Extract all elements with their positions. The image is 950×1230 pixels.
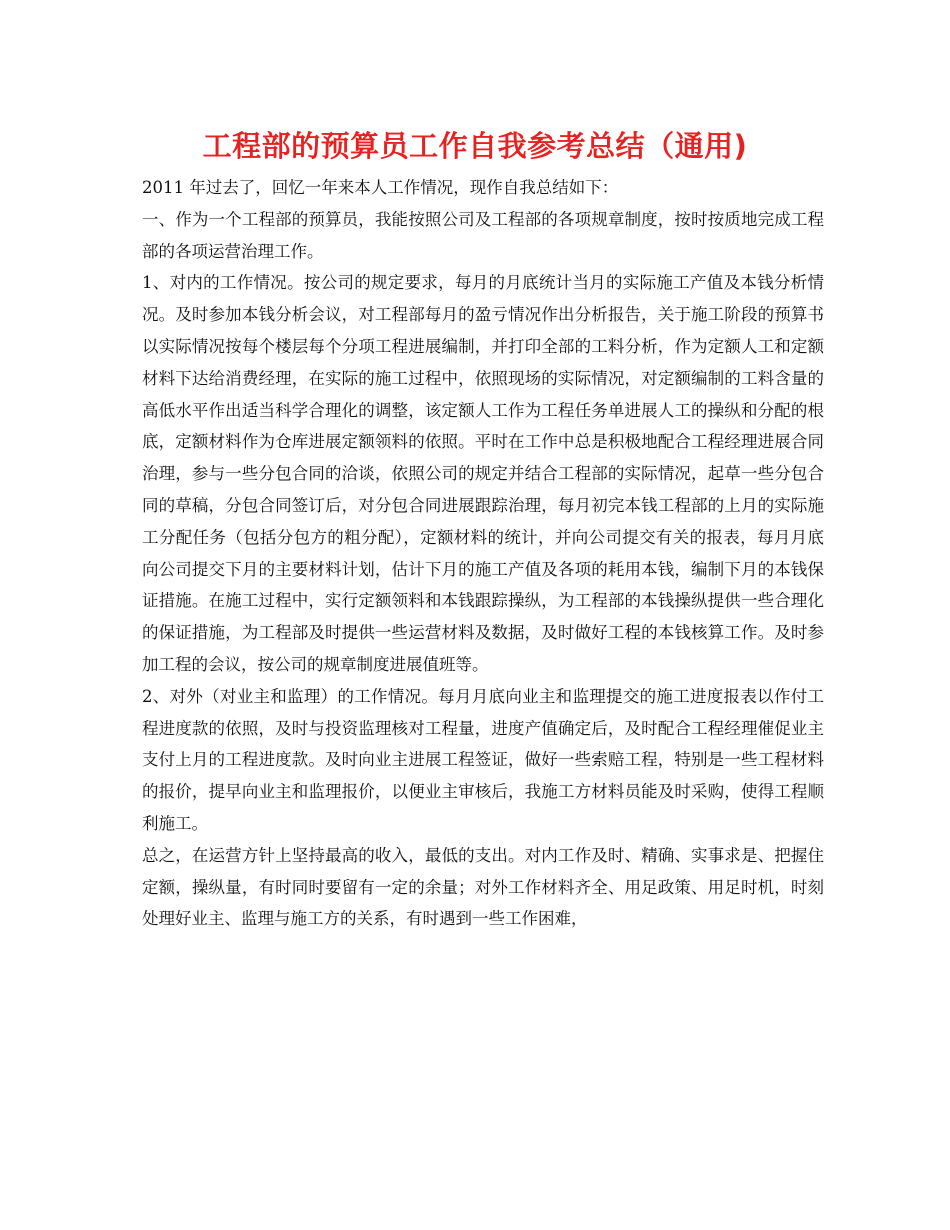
paragraph-summary: 总之，在运营方针上坚持最高的收入，最低的支出。对内工作及时、精确、实事求是、把握住定额，操纵量，有时同时要留有一定的余量；对外工作材料齐全、用足政策、用足时机，时刻处理好业主、监理与施工方的关系，有时遇到一些工作困难， — [142, 845, 824, 929]
paragraph-internal-work: 1、对内的工作情况。按公司的规定要求，每月的月底统计当月的实际施工产值及本钱分析情况。及时参加本钱分析会议，对工程部每月的盈亏情况作出分析报告，关于施工阶段的预算书以实际情况按每个楼层每个分项工程进展编制，并打印全部的工料分析，作为定额人工和定额材料下达给消费经理，在实际的施工过程中，依照现场的实际情况，对定额编制的工料含量的高低水平作出适当科学合理化的调整，该定额人工作为工程任务单进展人工的操纵和分配的根底，定额材料作为仓库进展定额领料的依照。平时在工作中总是积极地配合工程经理进展合同治理，参与一些分包合同的洽谈，依照公司的规定并结合工程部的实际情况，起草一些分包合同的草稿，分包合同签订后，对分包合同进展跟踪治理，每月初完本钱工程部的上月的实际施工分配任务（包括分包方的粗分配），定额材料的统计，并向公司提交有关的报表，每月月底向公司提交下月的主要材料计划，估计下月的施工产值及各项的耗用本钱，编制下月的本钱保证措施。在施工过程中，实行定额领料和本钱跟踪操纵，为工程部的本钱操纵提供一些合理化的保证措施，为工程部及时提供一些运营材料及数据，及时做好工程的本钱核算工作。及时参加工程的会议，按公司的规章制度进展值班等。 — [142, 273, 824, 674]
document-body — [142, 172, 824, 935]
paragraph-section-one: 一、作为一个工程部的预算员，我能按照公司及工程部的各项规章制度，按时按质地完成工程部的各项运营治理工作。 — [142, 209, 824, 261]
paragraph-intro: 2011 年过去了，回忆一年来本人工作情况，现作自我总结如下： — [142, 178, 619, 197]
paragraph-external-work: 2、对外（对业主和监理）的工作情况。每月月底向业主和监理提交的施工进度报表以作付工程进度款的依照，及时与投资监理核对工程量，进度产值确定后，及时配合工程经理催促业主支付上月的工程进度款。及时向业主进展工程签证，做好一些索赔工程，特别是一些工程材料的报价，提早向业主和监理报价，以便业主审核后，我施工方材料员能及时采购，使得工程顺利施工。 — [142, 686, 824, 833]
document-title: 工程部的预算员工作自我参考总结（通用) — [202, 129, 748, 163]
